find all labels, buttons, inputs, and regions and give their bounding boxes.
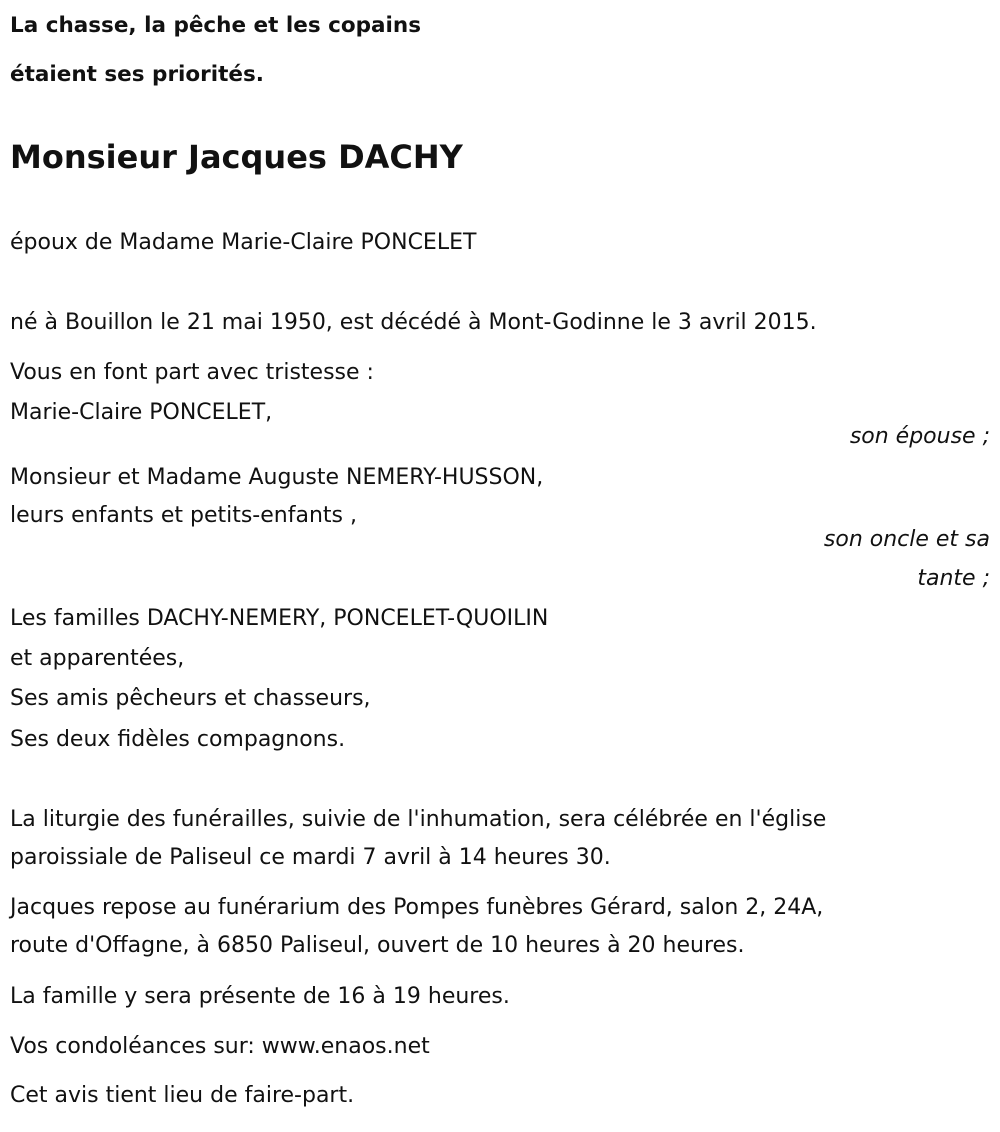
birth-death-line: né à Bouillon le 21 mai 1950, est décédé à Mont-Godinne le 3 avril 2015. [10, 310, 817, 335]
family-name: Ses deux fidèles compagnons. [10, 727, 346, 752]
family-name: Les familles DACHY-NEMERY, PONCELET-QUOILIN [10, 606, 549, 631]
rest-line-1: Jacques repose au funérarium des Pompes funèbres Gérard, salon 2, 24A, [10, 895, 824, 920]
family-relation: son oncle et sa [823, 527, 990, 552]
motto-line-2: étaient ses priorités. [10, 62, 264, 87]
announce-line: Vous en font part avec tristesse : [10, 360, 374, 385]
spouse-line: époux de Madame Marie-Claire PONCELET [10, 230, 477, 255]
funeral-line-2: paroissiale de Paliseul ce mardi 7 avril à 14 heures 30. [10, 845, 611, 870]
family-name: leurs enfants et petits-enfants , [10, 503, 357, 528]
rest-line-2: route d'Offagne, à 6850 Paliseul, ouvert de 10 heures à 20 heures. [10, 933, 745, 958]
closing-line: Cet avis tient lieu de faire-part. [10, 1083, 355, 1108]
family-name: et apparentées, [10, 646, 185, 671]
presence-line: La famille y sera présente de 16 à 19 heures. [10, 984, 510, 1009]
family-name: Monsieur et Madame Auguste NEMERY-HUSSON, [10, 465, 544, 490]
motto-line-1: La chasse, la pêche et les copains [10, 13, 421, 38]
family-name: Marie-Claire PONCELET, [10, 400, 273, 425]
family-relation: tante ; [917, 566, 990, 591]
page-title: Monsieur Jacques DACHY [10, 138, 463, 176]
funeral-line-1: La liturgie des funérailles, suivie de l'inhumation, sera célébrée en l'église [10, 807, 827, 832]
condolences-line: Vos condoléances sur: www.enaos.net [10, 1034, 430, 1059]
family-name: Ses amis pêcheurs et chasseurs, [10, 686, 371, 711]
family-relation: son épouse ; [849, 424, 990, 449]
